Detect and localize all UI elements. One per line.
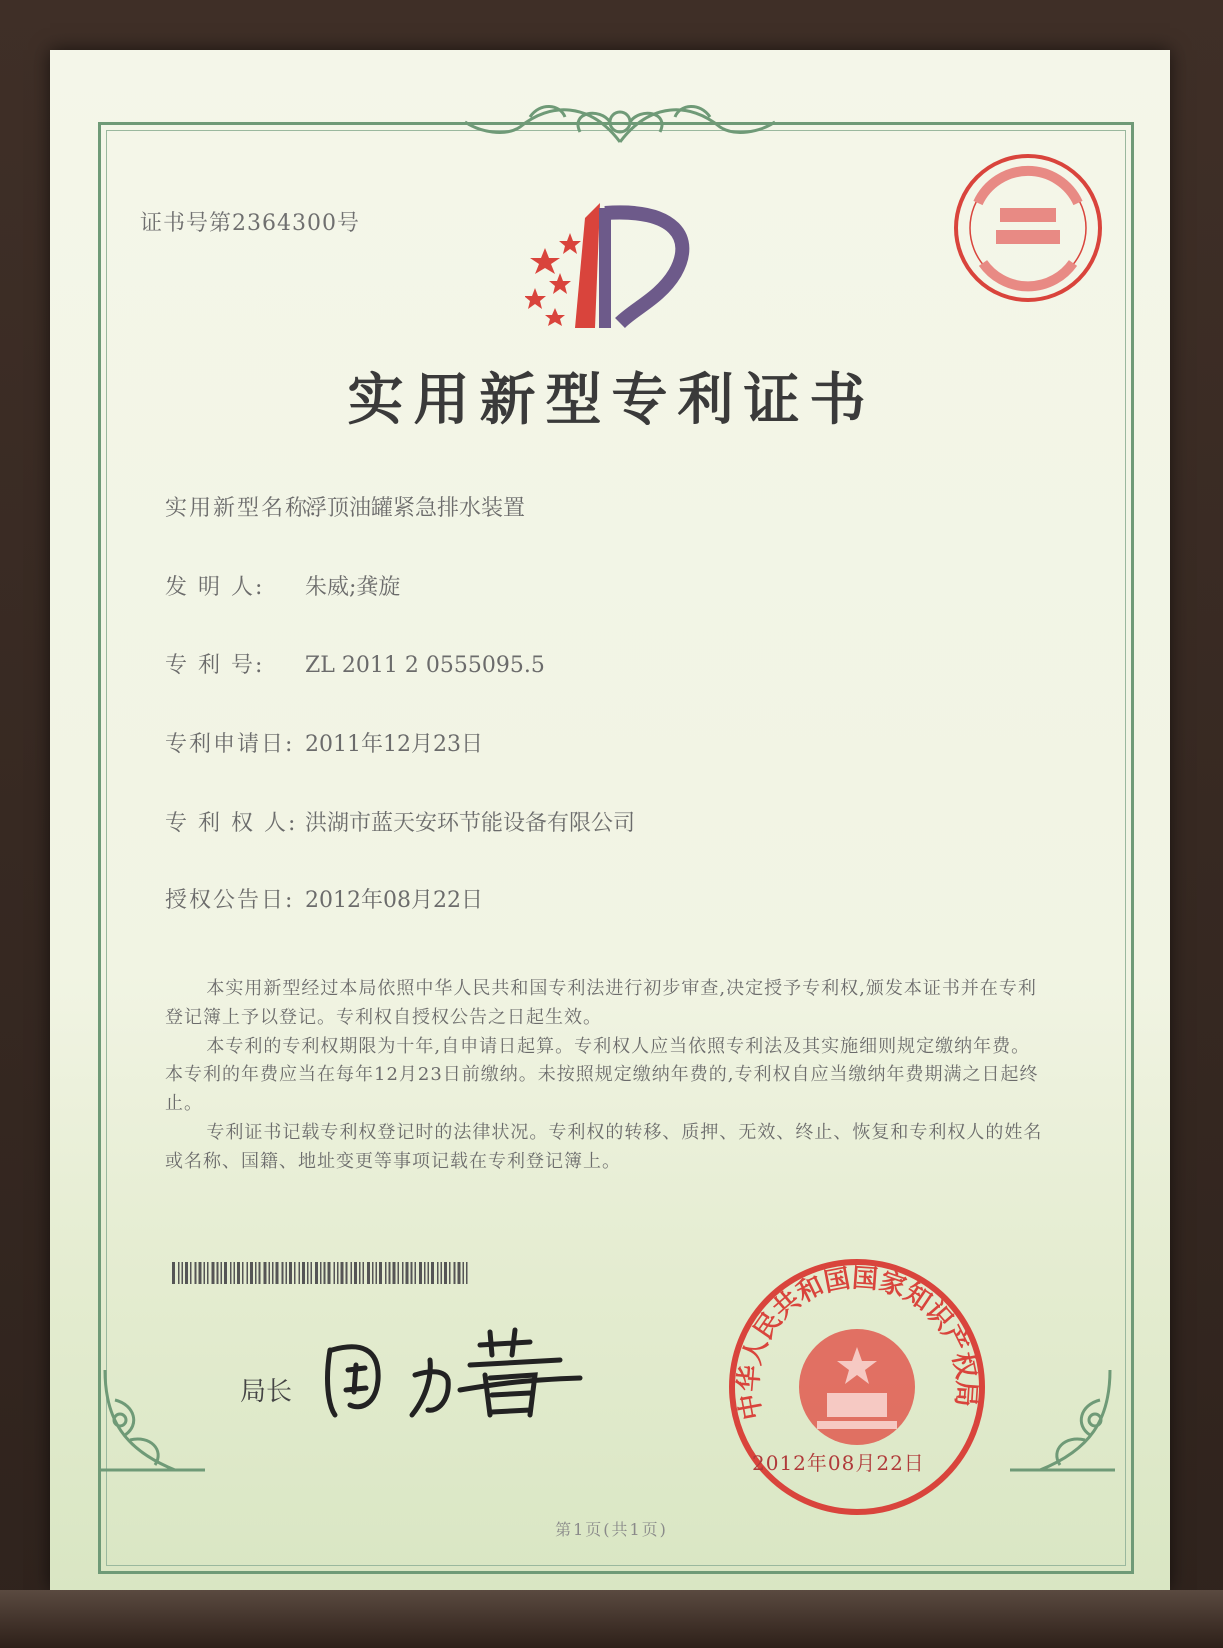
barcode-bar bbox=[363, 1262, 365, 1284]
barcode-bar bbox=[354, 1262, 357, 1284]
barcode-bar bbox=[389, 1262, 391, 1284]
barcode-bar bbox=[307, 1262, 309, 1284]
barcode-bar bbox=[199, 1262, 202, 1284]
barcode-bar bbox=[259, 1262, 261, 1284]
director-signature-icon bbox=[320, 1320, 590, 1430]
field-inventor bbox=[165, 570, 400, 601]
barcode-bar bbox=[311, 1262, 313, 1284]
barcode-bar bbox=[393, 1262, 396, 1284]
field-grant-date bbox=[165, 883, 483, 914]
field-label: 专 利 权 人: bbox=[165, 811, 298, 836]
barcode-bar bbox=[351, 1262, 353, 1284]
barcode-bar bbox=[424, 1262, 426, 1284]
barcode-bar bbox=[411, 1262, 413, 1284]
field-label: 授权公告日: bbox=[165, 888, 295, 913]
barcode-bar bbox=[334, 1262, 336, 1284]
barcode-bar bbox=[272, 1262, 274, 1284]
barcode-bar bbox=[428, 1262, 430, 1284]
barcode-bar bbox=[204, 1262, 206, 1284]
body-paragraph: 本实用新型经过本局依照中华人民共和国专利法进行初步审查,决定授予专利权,颁发本证书并在专利登记簿上予以登记。专利权自授权公告之日起生效。 bbox=[165, 978, 1037, 1028]
barcode-bar bbox=[289, 1262, 292, 1284]
field-label: 发 明 人: bbox=[165, 575, 265, 600]
barcode-bar bbox=[454, 1262, 456, 1284]
corner-ornament-left-icon bbox=[95, 1360, 215, 1480]
certificate-body-text bbox=[165, 975, 1045, 1177]
barcode-bar bbox=[328, 1262, 331, 1284]
barcode-bar bbox=[195, 1262, 197, 1284]
barcode-bar bbox=[466, 1262, 468, 1284]
barcode-bar bbox=[359, 1262, 361, 1284]
barcode-bar bbox=[294, 1262, 296, 1284]
barcode-bar bbox=[406, 1262, 409, 1284]
barcode-bar bbox=[431, 1262, 434, 1284]
large-official-stamp-icon bbox=[725, 1255, 990, 1520]
barcode-bar bbox=[230, 1262, 232, 1284]
barcode-bar bbox=[185, 1262, 188, 1284]
barcode-bar bbox=[449, 1262, 451, 1284]
barcode-bar bbox=[224, 1262, 227, 1284]
barcode-bar bbox=[190, 1262, 192, 1284]
body-paragraph: 本专利的专利权期限为十年,自申请日起算。专利权人应当依照专利法及其实施细则规定缴纳年费。本专利的年费应当在每年12月23日前缴纳。未按照规定缴纳年费的,专利权自应当缴纳年费期满之日起终止。 bbox=[165, 1035, 1039, 1115]
field-value: 2012年08月22日 bbox=[305, 888, 483, 913]
barcode-bar bbox=[264, 1262, 267, 1284]
field-application-date bbox=[165, 727, 483, 758]
barcode-bar bbox=[299, 1262, 301, 1284]
barcode-bar bbox=[172, 1262, 175, 1284]
barcode-bar bbox=[315, 1262, 318, 1284]
barcode-bar bbox=[379, 1262, 382, 1284]
barcode-bar bbox=[385, 1262, 387, 1284]
barcode-bar bbox=[320, 1262, 322, 1284]
barcode-bar bbox=[402, 1262, 404, 1284]
barcode-bar bbox=[376, 1262, 378, 1284]
field-patentee bbox=[165, 806, 635, 837]
barcode-bar bbox=[463, 1262, 465, 1284]
barcode-bar bbox=[269, 1262, 271, 1284]
director-label: 局长 bbox=[240, 1377, 293, 1407]
patent-office-logo-icon bbox=[525, 198, 725, 338]
barcode-bar bbox=[282, 1262, 284, 1284]
barcode-bar bbox=[276, 1262, 279, 1284]
page-number: 第1页(共1页) bbox=[555, 1520, 668, 1539]
barcode-bar bbox=[182, 1262, 184, 1284]
barcode-bar bbox=[247, 1262, 249, 1284]
frame-bottom-shadow bbox=[0, 1590, 1223, 1648]
barcode-bar bbox=[437, 1262, 439, 1284]
field-value: 朱威;龚旋 bbox=[305, 575, 401, 600]
barcode-bar bbox=[250, 1262, 253, 1284]
certificate-number: 证书号第2364300号 bbox=[140, 211, 360, 236]
barcode-bar bbox=[367, 1262, 370, 1284]
barcode-bar bbox=[237, 1262, 240, 1284]
corner-ornament-right-icon bbox=[1000, 1360, 1120, 1480]
body-paragraph: 专利证书记载专利权登记时的法律状况。专利权的转移、质押、无效、终止、恢复和专利权人的姓名或名称、国籍、地址变更等事项记载在专利登记簿上。 bbox=[165, 1121, 1043, 1172]
field-value: 浮顶油罐紧急排水装置 bbox=[305, 496, 526, 521]
field-patent-number bbox=[165, 648, 545, 679]
top-ornament-icon bbox=[460, 92, 780, 152]
barcode-icon bbox=[172, 1262, 472, 1284]
barcode-bar bbox=[255, 1262, 257, 1284]
barcode-bar bbox=[372, 1262, 374, 1284]
barcode-bar bbox=[441, 1262, 443, 1284]
barcode-bar bbox=[221, 1262, 223, 1284]
barcode-bar bbox=[415, 1262, 417, 1284]
barcode-bar bbox=[419, 1262, 422, 1284]
barcode-bar bbox=[341, 1262, 344, 1284]
barcode-bar bbox=[242, 1262, 244, 1284]
barcode-bar bbox=[178, 1262, 180, 1284]
field-label: 实用新型名称: bbox=[165, 496, 319, 521]
barcode-bar bbox=[444, 1262, 447, 1284]
field-utility-model-name bbox=[165, 491, 525, 522]
barcode-bar bbox=[337, 1262, 339, 1284]
barcode-bar bbox=[346, 1262, 348, 1284]
barcode-bar bbox=[302, 1262, 305, 1284]
small-official-stamp-icon bbox=[948, 148, 1108, 308]
field-value: ZL 2011 2 0555095.5 bbox=[305, 653, 545, 678]
certificate-title: 实用新型专利证书 bbox=[347, 367, 876, 433]
field-value: 2011年12月23日 bbox=[305, 732, 483, 757]
barcode-bar bbox=[458, 1262, 461, 1284]
barcode-bar bbox=[324, 1262, 326, 1284]
barcode-bar bbox=[286, 1262, 288, 1284]
barcode-bar bbox=[217, 1262, 219, 1284]
barcode-bar bbox=[207, 1262, 209, 1284]
field-label: 专利申请日: bbox=[165, 732, 295, 757]
barcode-bar bbox=[398, 1262, 400, 1284]
barcode-bar bbox=[212, 1262, 215, 1284]
stamp-date: 2012年08月22日 bbox=[752, 1451, 925, 1475]
field-label: 专 利 号: bbox=[165, 653, 265, 678]
stamp-arc-text: 中华人民共和国国家知识产权局 bbox=[733, 1263, 982, 1422]
barcode-bar bbox=[234, 1262, 236, 1284]
field-value: 洪湖市蓝天安环节能设备有限公司 bbox=[305, 811, 636, 836]
